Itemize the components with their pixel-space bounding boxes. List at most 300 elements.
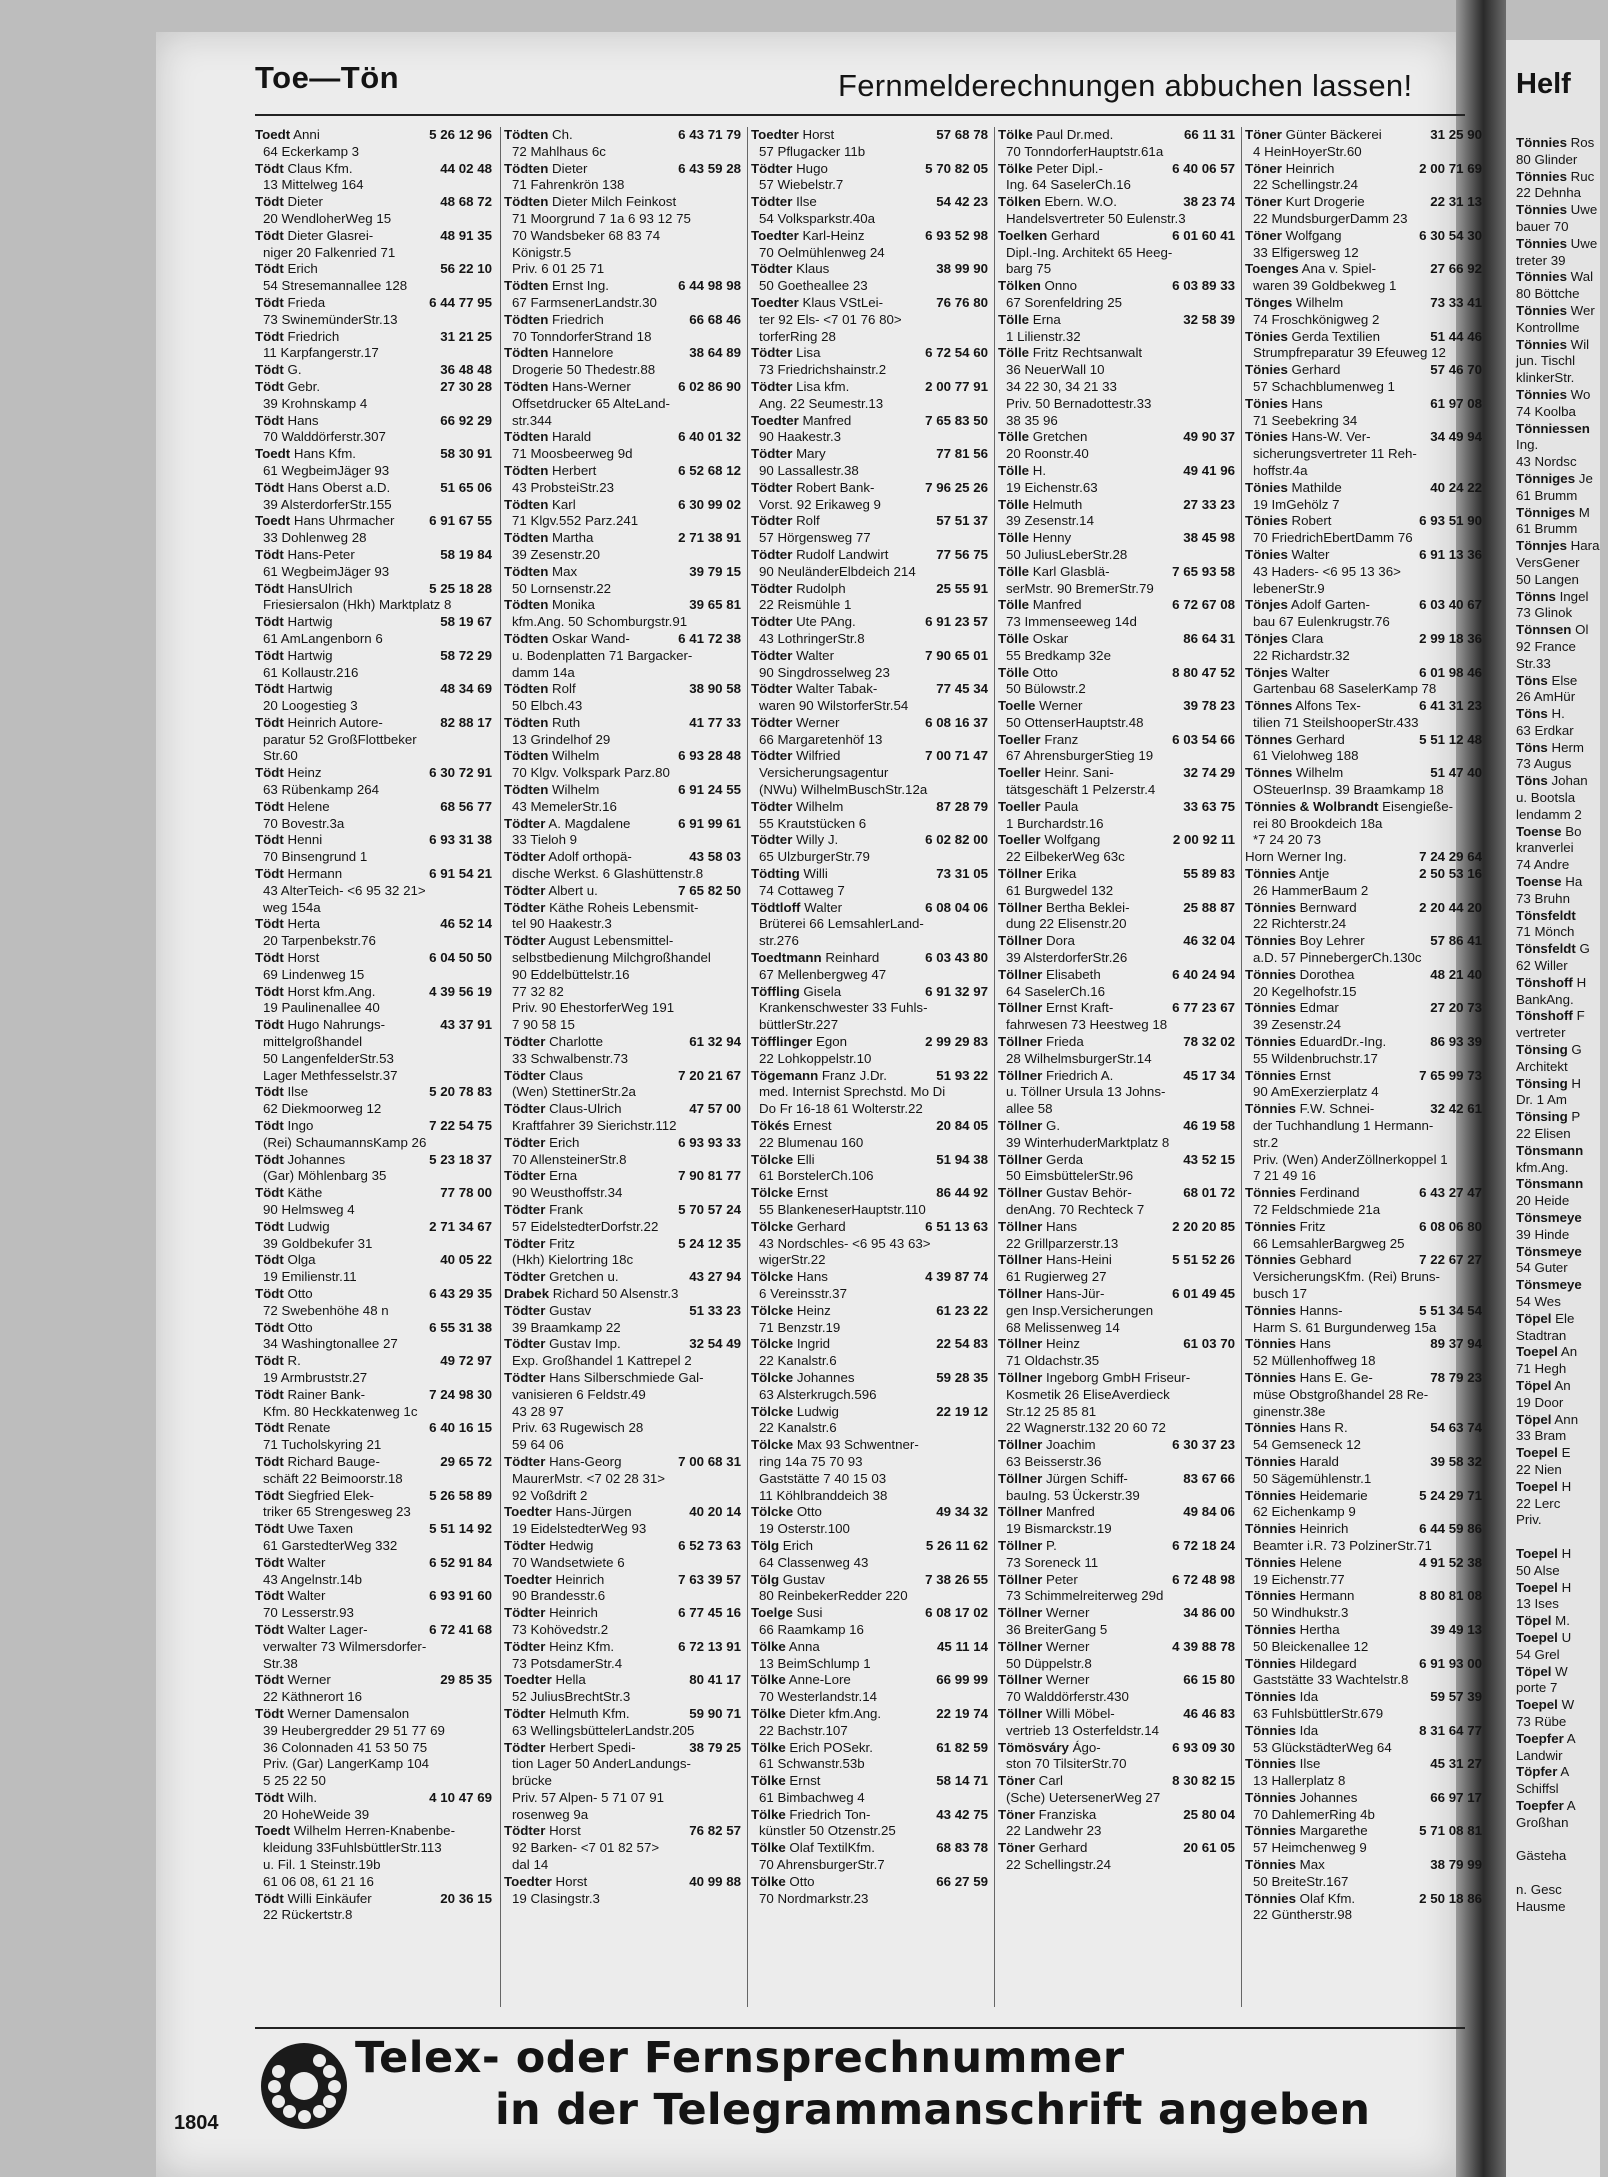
entry-phone-number: 57 86 41 — [1430, 933, 1482, 949]
entry-phone-number: 7 65 82 50 — [678, 882, 741, 898]
entry-name: Tödten — [504, 345, 549, 361]
entry-description: Franz — [1040, 731, 1079, 747]
entry-address-line: 70 FriedrichEbertDamm 76 — [1253, 530, 1413, 546]
entry-description: Mathilde — [1287, 479, 1342, 495]
entry-description: Hans — [1287, 395, 1323, 411]
entry-description: Otto — [785, 1873, 815, 1889]
entry-address-line: 50 LangenfelderStr.53 — [263, 1050, 394, 1066]
adjacent-entry-text: 61 Brumm — [1516, 487, 1578, 503]
entry-phone-number: 48 34 69 — [440, 681, 492, 697]
entry-description: Wilfried — [792, 748, 841, 764]
entry-phone-number: 6 40 24 94 — [1172, 966, 1235, 982]
entry-description: Heinz — [1042, 1336, 1081, 1352]
entry-name: Tödter — [504, 1101, 546, 1117]
entry-address-line: 39 Zesenstr.14 — [1006, 513, 1094, 529]
listing-entry — [998, 866, 1235, 900]
entry-name: Töllner — [998, 1705, 1043, 1721]
entry-name: Tödter — [504, 933, 546, 949]
entry-description: Ludwig — [793, 1403, 839, 1419]
adjacent-page-line — [1516, 1731, 1608, 1748]
entry-name: Tökés — [751, 1118, 790, 1134]
entry-address-line: waren 90 WilstorferStr.54 — [759, 698, 909, 714]
entry-name: Tönnies — [1245, 1101, 1296, 1117]
entry-address-line: 36 BreiterGang 5 — [1006, 1621, 1108, 1637]
entry-address-line: 66 Margaretenhöf 13 — [759, 731, 883, 747]
entry-address-line: 61 06 08, 61 21 16 — [263, 1873, 374, 1889]
entry-description: Gerhard — [1034, 1840, 1088, 1856]
entry-address-line: 28 WilhelmsburgerStr.14 — [1006, 1050, 1152, 1066]
listing-entry — [504, 748, 741, 782]
listing-entry — [998, 1605, 1235, 1639]
entry-name: Tönnies — [1245, 1302, 1296, 1318]
entry-name: Tömösváry — [998, 1739, 1069, 1755]
entry-phone-number: 5 51 14 92 — [429, 1521, 492, 1537]
adjacent-entry-text: 26 AmHür — [1516, 689, 1576, 705]
entry-phone-number: 76 82 57 — [689, 1823, 741, 1839]
listing-entry — [255, 513, 492, 547]
entry-phone-number: 6 08 16 37 — [925, 714, 988, 730]
entry-name: Tödten — [504, 127, 549, 142]
adjacent-page-line — [1516, 353, 1608, 370]
adjacent-page-line — [1516, 622, 1608, 639]
adjacent-entry-text: W — [1551, 1663, 1568, 1679]
listing-entry — [1245, 362, 1482, 396]
entry-phone-number: 44 02 48 — [440, 160, 492, 176]
listing-entry — [998, 832, 1235, 866]
entry-phone-number: 6 30 72 91 — [429, 765, 492, 781]
entry-address-line: 90 Helmsweg 4 — [263, 1202, 355, 1217]
entry-name: Tölle — [998, 345, 1030, 361]
listing-entry — [751, 1874, 988, 1908]
entry-description: Hans-Jür- — [1042, 1285, 1105, 1301]
listing-entry — [1245, 1588, 1482, 1622]
entry-address-line: 39 Zesenstr.24 — [1253, 1017, 1341, 1033]
adjacent-page-line — [1516, 1479, 1608, 1496]
entry-name: Tönnes — [1245, 731, 1293, 747]
entry-name: Tölcke — [751, 1185, 794, 1201]
entry-name: Tölcke — [751, 1403, 794, 1419]
entry-address-line: 50 Lornsenstr.22 — [512, 580, 612, 596]
entry-address-line: Priv. (Gar) LangerKamp 104 — [263, 1756, 430, 1772]
entry-address-line: 22 Schellingstr.24 — [1253, 177, 1358, 193]
entry-name: Tödter — [751, 748, 793, 764]
entry-description: August Lebensmittel- — [545, 933, 674, 949]
entry-address-line: 61 BorstelerCh.106 — [759, 1168, 874, 1184]
entry-name: Tönies — [1245, 546, 1288, 562]
entry-name: Töllner — [998, 1218, 1043, 1234]
entry-description: Anni — [290, 127, 320, 142]
entry-description: Wilhelm — [1292, 294, 1344, 310]
entry-phone-number: 41 77 33 — [689, 714, 741, 730]
adjacent-entry-text: Schiffsl — [1516, 1781, 1559, 1797]
entry-address-line: busch 17 — [1253, 1285, 1307, 1301]
entry-address-line: 90 Lassallestr.38 — [759, 462, 859, 478]
entry-address-line: 92 Voßdrift 2 — [512, 1487, 588, 1503]
entry-address-line: Gaststätte 7 40 15 03 — [759, 1470, 887, 1486]
entry-phone-number: 6 93 09 30 — [1172, 1739, 1235, 1755]
entry-description: Gretchen — [1029, 429, 1088, 445]
entry-name: Tödt — [255, 378, 284, 394]
adjacent-entry-text: Gästeha — [1516, 1848, 1567, 1864]
entry-address-line: 19 ImGehölz 7 — [1253, 496, 1340, 512]
entry-phone-number: 39 58 32 — [1430, 1453, 1482, 1469]
entry-description: Hans — [793, 1269, 828, 1285]
adjacent-entry-text: Ha — [1561, 874, 1583, 890]
adjacent-entry-text — [1583, 1143, 1587, 1158]
entry-name: Tödt — [255, 1285, 284, 1301]
adjacent-page-line — [1516, 219, 1608, 236]
entry-phone-number: 6 02 86 90 — [678, 378, 741, 394]
listing-entry — [1245, 127, 1482, 161]
entry-address-line: 67 Sorenfeldring 25 — [1006, 294, 1123, 310]
entry-description: Horn Werner Ing. — [1245, 849, 1347, 865]
entry-address-line: 90 Singdrosselweg 23 — [759, 664, 890, 680]
adjacent-entry-text: Großhan — [1516, 1814, 1569, 1830]
entry-description: Siegfried Elek- — [283, 1487, 374, 1503]
entry-name: Tölle — [998, 530, 1030, 546]
adjacent-entry-text: An — [1557, 1344, 1578, 1360]
adjacent-page-line — [1516, 891, 1608, 908]
entry-address-line: 50 EimsbüttelerStr.96 — [1006, 1168, 1134, 1184]
entry-address-line: 70 Wandsetwiete 6 — [512, 1554, 625, 1570]
adjacent-page-line — [1516, 639, 1608, 656]
entry-name: Tönnies — [1245, 1521, 1296, 1537]
listing-entry — [1245, 1252, 1482, 1302]
entry-description: Walter — [283, 1554, 326, 1570]
adjacent-page-line — [1516, 807, 1608, 824]
entry-phone-number: 6 77 23 67 — [1172, 1000, 1235, 1016]
adjacent-entry-name: Tönnies — [1516, 135, 1567, 150]
dial-hole — [298, 2110, 311, 2123]
listing-entry — [1245, 597, 1482, 631]
listing-entry — [751, 799, 988, 833]
adjacent-page-line — [1516, 1563, 1608, 1580]
entry-address-line: 50 JuliusLeberStr.28 — [1006, 546, 1128, 562]
entry-address-line: 70 Bovestr.3a — [263, 815, 345, 831]
listing-entry — [255, 379, 492, 413]
entry-address-line: 72 Mahlhaus 6c — [512, 143, 606, 159]
entry-address-line: 22 Wagnerstr.132 20 60 72 — [1006, 1420, 1166, 1436]
listing-entry — [255, 681, 492, 715]
adjacent-entry-text: Stadtran — [1516, 1327, 1567, 1343]
entry-address-line: 39 Heubergredder 29 51 77 69 — [263, 1722, 445, 1738]
entry-phone-number: 54 63 74 — [1430, 1420, 1482, 1436]
listing-entry — [504, 194, 741, 278]
entry-description: Paul Dr.med. — [1032, 127, 1114, 142]
entry-address-line: vanisieren 6 Feldstr.49 — [512, 1386, 646, 1402]
entry-address-line: Str.38 — [263, 1655, 298, 1671]
entry-address-line: kleidung 33FuhlsbüttlerStr.113 — [263, 1840, 442, 1856]
adjacent-entry-name: Toepel — [1516, 1445, 1558, 1461]
listing-entry — [504, 161, 741, 195]
listing-entry — [504, 849, 741, 883]
entry-address-line: Vorst. 92 Erikaweg 9 — [759, 496, 881, 512]
entry-name: Tölcke — [751, 1437, 794, 1453]
entry-description: Walter Lager- — [283, 1621, 368, 1637]
entry-description: H. — [1029, 462, 1047, 478]
adjacent-entry-name: Tönnjes — [1516, 538, 1567, 554]
listing-entry — [751, 161, 988, 195]
entry-name: Tödt — [255, 681, 284, 697]
listing-entry — [751, 1068, 988, 1118]
listing-entry — [751, 480, 988, 514]
entry-name: Tödt — [255, 194, 284, 210]
entry-name: Tödter — [751, 378, 793, 394]
entry-name: Tödter — [504, 1269, 546, 1285]
entry-address-line: 70 TonndorferHauptstr.61a — [1006, 143, 1164, 159]
entry-phone-number: 38 79 25 — [689, 1739, 741, 1755]
entry-description: Friedrich — [548, 311, 604, 327]
adjacent-entry-name: Töpel — [1516, 1310, 1552, 1326]
adjacent-page-line — [1516, 756, 1608, 773]
listing-entry — [504, 530, 741, 564]
entry-address-line: (Rei) SchaumannsKamp 26 — [263, 1134, 427, 1150]
listing-entry — [1245, 329, 1482, 363]
entry-description: Karl-Heinz — [798, 227, 865, 243]
entry-phone-number: 5 26 11 62 — [925, 1537, 988, 1553]
entry-description: Wilhelm — [1292, 765, 1344, 781]
entry-name: Toedt — [255, 127, 291, 142]
entry-description: Oskar Wand- — [548, 630, 630, 646]
adjacent-entry-text: 50 Alse — [1516, 1562, 1560, 1578]
entry-phone-number: 6 91 99 61 — [678, 815, 741, 831]
listing-entry — [998, 1471, 1235, 1505]
entry-name: Tölke — [751, 1672, 786, 1688]
entry-address-line: 22 Kanalstr.6 — [759, 1353, 837, 1369]
adjacent-entry-text: Dr. 1 Am — [1516, 1092, 1567, 1108]
entry-phone-number: 20 84 05 — [936, 1118, 988, 1134]
adjacent-page-line — [1516, 1512, 1608, 1529]
entry-address-line: 61 Schwanstr.53b — [759, 1756, 865, 1772]
entry-phone-number: 33 63 75 — [1183, 798, 1235, 814]
entry-address-line: 43 28 97 — [512, 1403, 564, 1419]
entry-name: Tödter — [504, 1134, 546, 1150]
entry-phone-number: 59 90 71 — [689, 1705, 741, 1721]
entry-phone-number: 82 88 17 — [440, 714, 492, 730]
entry-description: Helene — [1295, 1554, 1342, 1570]
entry-name: Tödt — [255, 328, 284, 344]
entry-description: Bertha Beklei- — [1042, 899, 1130, 915]
entry-name: Tönies — [1245, 362, 1288, 378]
entry-name: Töllner — [998, 1151, 1043, 1167]
listing-entry — [255, 1219, 492, 1253]
entry-name: Töllner — [998, 1000, 1043, 1016]
entry-address-line: 22 Bachstr.107 — [759, 1722, 848, 1738]
entry-phone-number: 6 93 91 60 — [429, 1588, 492, 1604]
entry-description: Hans Uhrmacher — [290, 513, 395, 529]
entry-address-line: Ang. 22 Seumestr.13 — [759, 395, 884, 411]
entry-phone-number: 77 45 34 — [936, 681, 988, 697]
entry-address-line: dische Werkst. 6 Glashüttenstr.8 — [512, 866, 704, 882]
entry-phone-number: 6 43 29 35 — [429, 1285, 492, 1301]
entry-phone-number: 6 93 93 33 — [678, 1134, 741, 1150]
entry-description: Wilhelm — [548, 748, 600, 764]
entry-phone-number: 87 28 79 — [936, 798, 988, 814]
entry-description: Susi — [792, 1605, 823, 1621]
entry-name: Tölke — [751, 1873, 786, 1889]
entry-address-line: 67 Mellenbergweg 47 — [759, 966, 887, 982]
entry-phone-number: 77 56 75 — [936, 546, 988, 562]
listing-entry — [998, 967, 1235, 1001]
adjacent-entry-text: Ing. — [1516, 437, 1539, 453]
entry-description: Walter — [792, 647, 834, 663]
listing-entry — [751, 1639, 988, 1673]
entry-address-line: (Gar) Möhlenbarg 35 — [263, 1168, 387, 1184]
adjacent-page-line — [1516, 874, 1608, 891]
entry-description: Helene — [283, 798, 330, 814]
entry-description: Franziska — [1034, 1806, 1097, 1822]
listing-column-5 — [1241, 127, 1482, 2007]
entry-description: Gustav Imp. — [545, 1336, 621, 1352]
entry-name: Tödt — [255, 160, 284, 176]
entry-phone-number: 6 72 18 24 — [1172, 1537, 1235, 1553]
entry-name: Tönnies — [1245, 899, 1296, 915]
listing-entry — [751, 614, 988, 648]
entry-phone-number: 51 44 46 — [1430, 328, 1482, 344]
listing-entry — [255, 866, 492, 916]
entry-description: Ernest — [789, 1118, 832, 1134]
entry-description: Bernward — [1295, 899, 1357, 915]
listing-entry — [998, 1000, 1235, 1034]
entry-address-line: Brüterei 66 LemsahlerLand- — [759, 916, 924, 932]
entry-phone-number: 49 90 37 — [1183, 429, 1235, 445]
entry-name: Töllner — [998, 966, 1043, 982]
entry-description: Hildegard — [1295, 1655, 1357, 1671]
listing-entry — [504, 127, 741, 161]
adjacent-entry-text: 22 Nien — [1516, 1461, 1562, 1477]
entry-description: G. — [283, 362, 302, 378]
adjacent-entry-text: Kontrollme — [1516, 319, 1580, 335]
entry-name: Tödt — [255, 412, 284, 428]
entry-address-line: 33 Dohlenweg 28 — [263, 530, 367, 546]
entry-description: Hans Oberst a.D. — [283, 479, 391, 495]
adjacent-entry-text: 54 Guter — [1516, 1260, 1568, 1276]
entry-phone-number: 22 19 12 — [936, 1403, 988, 1419]
entry-description: Gustav — [545, 1302, 592, 1318]
adjacent-page-line — [1516, 1092, 1608, 1109]
listing-entry — [1245, 1101, 1482, 1185]
entry-description: Walter — [283, 1588, 326, 1604]
entry-address-line: Friesiersalon (Hkh) Marktplatz 8 — [263, 597, 452, 613]
entry-description: Heinz — [283, 765, 322, 781]
adjacent-page-line — [1516, 1344, 1608, 1361]
listing-entry — [998, 1740, 1235, 1774]
entry-description: Ernst — [1295, 1067, 1331, 1083]
listing-entry — [1245, 1823, 1482, 1857]
listing-entry — [504, 681, 741, 715]
adjacent-entry-name: Tönnies — [1516, 168, 1567, 184]
entry-name: Tölke — [751, 1773, 786, 1789]
adjacent-page-line — [1516, 1613, 1608, 1630]
entry-description: Hanns- — [1295, 1302, 1343, 1318]
entry-phone-number: 86 44 92 — [936, 1185, 988, 1201]
entry-address-line: 66 Raamkamp 16 — [759, 1621, 864, 1637]
entry-description: Hans-Heini — [1042, 1252, 1112, 1268]
entry-phone-number: 6 91 54 21 — [429, 866, 492, 882]
entry-description: Wilhelm — [792, 798, 844, 814]
entry-name: Drabek — [504, 1285, 550, 1301]
entry-phone-number: 6 03 40 67 — [1419, 597, 1482, 613]
entry-description: Ilse — [1295, 1756, 1321, 1772]
entry-address-line: 64 Classenweg 43 — [759, 1554, 869, 1570]
entry-phone-number: 7 20 21 67 — [678, 1067, 741, 1083]
listing-entry — [504, 1101, 741, 1135]
entry-description: Karl — [548, 496, 576, 512]
entry-address-line: waren 39 Goldbekweg 1 — [1253, 278, 1397, 294]
entry-name: Tönnies — [1245, 1420, 1296, 1436]
listing-entry — [998, 194, 1235, 228]
entry-description: Gerda — [1042, 1151, 1083, 1167]
entry-name: Tödten — [504, 194, 549, 210]
entry-name: Tödt — [255, 866, 284, 882]
entry-phone-number: 6 40 16 15 — [429, 1420, 492, 1436]
entry-description: Claus Kfm. — [283, 160, 353, 176]
entry-address-line: 43 AlterTeich- <6 95 32 21> — [263, 882, 426, 898]
entry-description: Otto — [283, 1285, 313, 1301]
entry-name: Toelle — [998, 698, 1036, 714]
entry-name: Toedter — [504, 1504, 552, 1520]
entry-name: Tönnies — [1245, 1252, 1296, 1268]
entry-description: Hartwig — [283, 614, 333, 630]
listing-entry — [1245, 1555, 1482, 1589]
entry-address-line: Priv. (Wen) AnderZöllnerkoppel 1 — [1253, 1151, 1448, 1167]
adjacent-entry-text: H — [1557, 1579, 1572, 1595]
adjacent-page-line — [1516, 1260, 1608, 1277]
entry-name: Tönies — [1245, 395, 1288, 411]
adjacent-entry-text: F — [1572, 1008, 1585, 1024]
adjacent-entry-text: 19 Door — [1516, 1394, 1564, 1410]
adjacent-entry-text: E — [1557, 1445, 1571, 1461]
entry-name: Tödter — [751, 160, 793, 176]
entry-address-line: 39 Krohnskamp 4 — [263, 395, 368, 411]
entry-description: Fritz Rechtsanwalt — [1029, 345, 1143, 361]
listing-entry — [1245, 396, 1482, 430]
entry-address-line: Beamter i.R. 73 PolzinerStr.71 — [1253, 1537, 1432, 1553]
listing-entry — [751, 832, 988, 866]
entry-name: Tölle — [998, 597, 1030, 613]
entry-phone-number: 29 85 35 — [440, 1672, 492, 1688]
listing-entry — [1245, 933, 1482, 967]
entry-description: Hertha — [1295, 1621, 1340, 1637]
entry-description: Dora — [1042, 933, 1075, 949]
entry-description: Hans Silberschmiede Gal- — [545, 1369, 704, 1385]
adjacent-entry-text: klinkerStr. — [1516, 370, 1575, 386]
entry-description: Heinrich — [551, 1571, 605, 1587]
entry-address-line: 22 Reismühle 1 — [759, 597, 852, 613]
adjacent-page-line — [1516, 303, 1608, 320]
entry-name: Toelken — [998, 227, 1048, 243]
listing-entry — [1245, 799, 1482, 849]
listing-entry — [255, 765, 492, 799]
adjacent-entry-text: An — [1551, 1377, 1571, 1393]
entry-description: Heinrich Autore- — [283, 714, 383, 730]
entry-name: Toeller — [998, 731, 1041, 747]
dial-hole — [313, 2105, 326, 2118]
entry-name: Tödt — [255, 1588, 284, 1604]
entry-name: Tödt — [255, 1890, 284, 1906]
listing-entry — [504, 631, 741, 681]
entry-phone-number: 6 91 23 57 — [925, 614, 988, 630]
entry-name: Tödter — [504, 1202, 546, 1217]
entry-address-line: der Tuchhandlung 1 Hermann- — [1253, 1118, 1434, 1134]
entry-description: Martha — [548, 530, 594, 546]
entry-address-line: 19 EidelstedterWeg 93 — [512, 1521, 647, 1537]
listing-entry — [255, 1420, 492, 1454]
entry-phone-number: 29 65 72 — [440, 1453, 492, 1469]
adjacent-page-line — [1516, 723, 1608, 740]
entry-name: Tödter — [751, 194, 793, 210]
listing-entry — [1245, 732, 1482, 766]
